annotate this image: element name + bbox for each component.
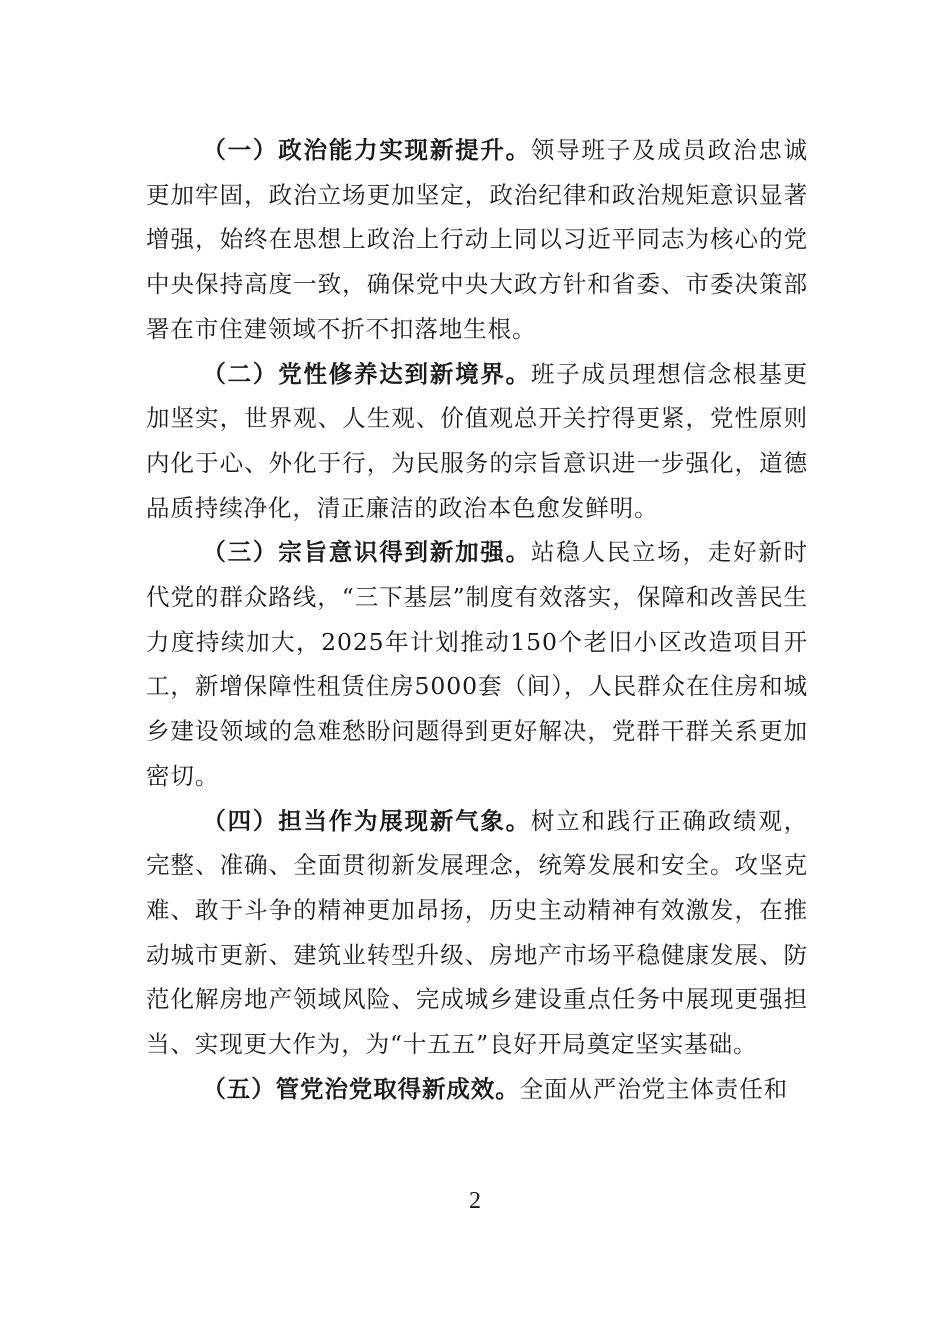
paragraph-4-body: 树立和践行正确政绩观，完整、准确、全面贯彻新发展理念，统筹发展和安全。攻坚克难、敢于斗争的精神更加昂扬，历史主动精神有效激发，在推动城市更新、建筑业转型升级、房地产市场平稳健康发展、防范化解房地产领域风险、完成城乡建设重点任务中展现更强担当、实现更大作为，为“十五五”良好开局奠定坚实基础。 — [146, 806, 809, 1059]
paragraph-3-body: 站稳人民立场，走好新时代党的群众路线，“三下基层”制度有效落实，保障和改善民生力度持续加大，2025年计划推动150个老旧小区改造项目开工，新增保障性租赁住房5000套（间），人民群众在住房和城乡建设领域的急难愁盼问题得到更好解决，党群干群关系更加密切。 — [146, 538, 809, 790]
paragraph-4 — [146, 799, 808, 1067]
paragraph-1 — [146, 128, 808, 352]
paragraph-5-body: 全面从严治党主体责任和 — [519, 1074, 788, 1103]
paragraph-2-heading: （二）党性修养达到新境界。 — [202, 359, 531, 388]
page-number: 2 — [469, 1188, 481, 1214]
paragraph-1-body: 领导班子及成员政治忠诚更加牢固，政治立场更加坚定，政治纪律和政治规矩意识显著增强，始终在思想上政治上行动上同以习近平同志为核心的党中央保持高度一致，确保党中央大政方针和省委、市委决策部署在市住建领域不折不扣落地生根。 — [146, 136, 809, 343]
paragraph-1-heading: （一）政治能力实现新提升。 — [202, 136, 531, 164]
document-body — [146, 128, 808, 1111]
paragraph-4-heading: （四）担当作为展现新气象。 — [202, 806, 531, 835]
paragraph-5-heading: （五）管党治党取得新成效。 — [202, 1074, 520, 1103]
paragraph-3-heading: （三）宗旨意识得到新加强。 — [202, 538, 531, 567]
paragraph-2 — [146, 352, 808, 531]
paragraph-5 — [146, 1067, 808, 1112]
paragraph-2-body: 班子成员理想信念根基更加坚实，世界观、人生观、价值观总开关拧得更紧，党性原则内化于心、外化于行，为民服务的宗旨意识进一步强化，道德品质持续净化，清正廉洁的政治本色愈发鲜明。 — [146, 359, 809, 522]
paragraph-3 — [146, 530, 808, 798]
